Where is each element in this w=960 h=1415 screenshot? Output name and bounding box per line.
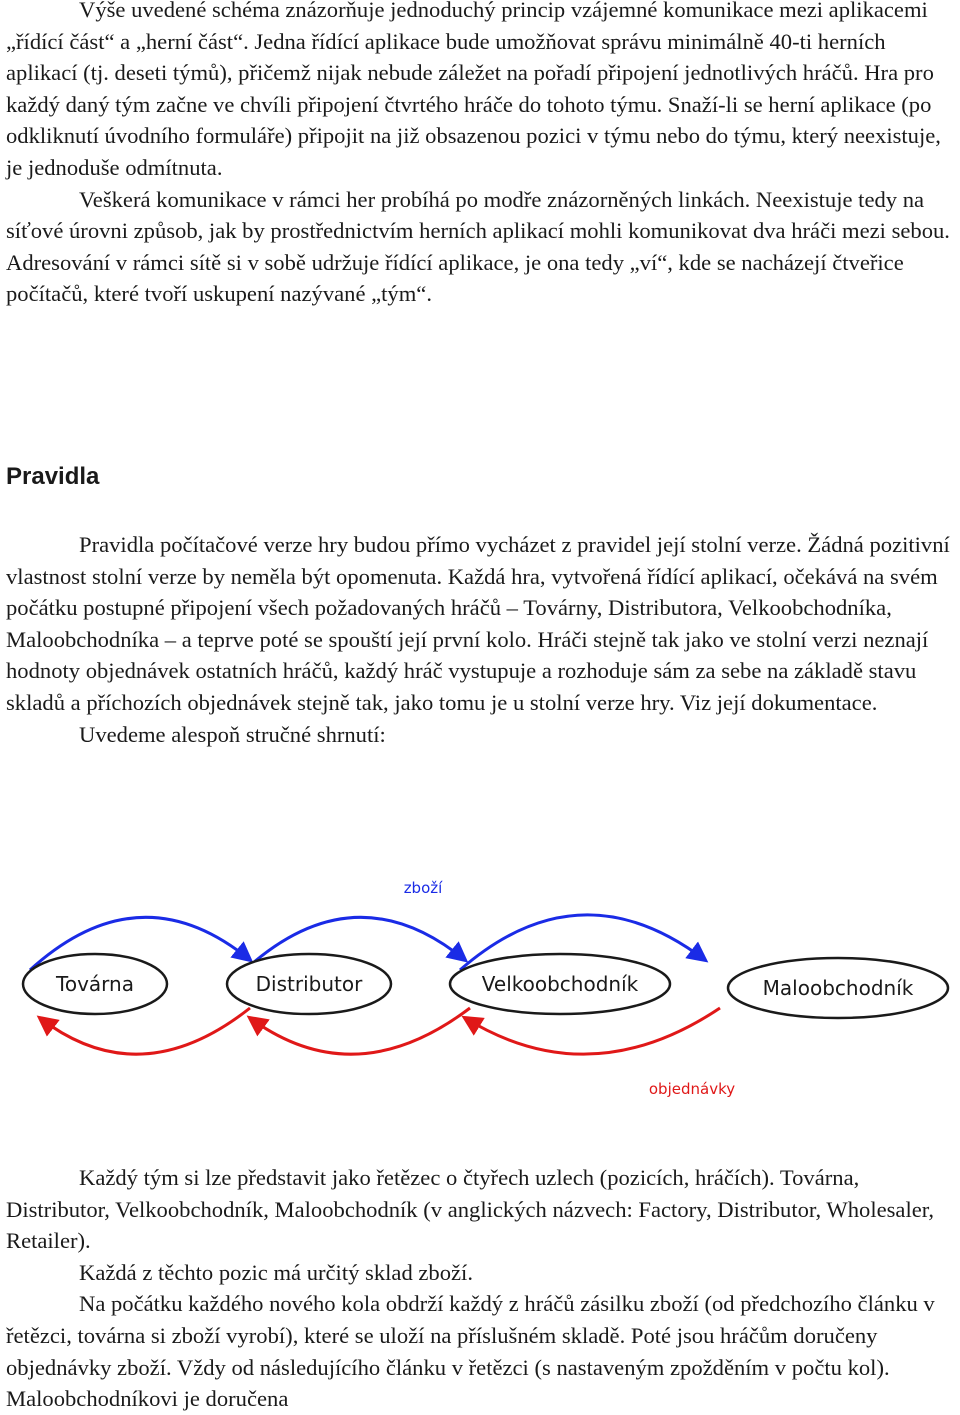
rules-paragraph-1: Pravidla počítačové verze hry budou přímo vycházet z pravidel její stolní verze. Žádná pozitivní vlastnost stolní verze by neměla být opomenuta. Každá hra, vytvořená řídící aplikací, očekává na svém počátku postupné připojení všech požadovaných hráčů – Továrny, Distributora, Velkoobchodníka, Maloobchodníka – a teprve poté se spouští její první kolo. Hráči stejně tak jako ve stolní verzi neznají hodnoty objednávek ostatních hráčů, každý hráč vystupuje a rozhoduje sám za sebe na základě stavu skladů a příchozích objednávek stejně tak, jako tomu je u stolní verze hry. Viz její dokumentace. [6, 532, 950, 715]
goods-label: zboží [403, 879, 443, 897]
node-distributor [227, 954, 391, 1014]
outro-paragraph-2: Každá z těchto pozic má určitý sklad zboží. [79, 1259, 473, 1285]
node-label-distributor: Distributor [255, 972, 363, 996]
orders-arc-2 [250, 1008, 470, 1054]
rules-paragraph-2: Uvedeme alespoň stručné shrnutí: [79, 721, 386, 747]
node-label-tovarna: Továrna [56, 972, 134, 996]
section-heading: Pravidla [6, 463, 100, 490]
rules-text [6, 529, 956, 750]
node-tovarna [23, 954, 167, 1014]
node-label-velkoobchodnik: Velkoobchodník [481, 972, 639, 996]
supply-chain-diagram [0, 860, 960, 1120]
orders-arc-3 [465, 1008, 720, 1054]
outro-paragraph-3: Na počátku každého nového kola obdrží každý z hráčů zásilku zboží (od předchozího článku v řetězci, továrna si zboží vyrobí), které se uloží na příslušném skladě. Poté jsou hráčům doručeny objednávky zboží. Vždy od následujícího článku v řetězci (s nastaveným zpožděním v počtu kol). Maloobchodníkovi je doručena [6, 1291, 935, 1412]
intro-paragraph-1: Výše uvedené schéma znázorňuje jednoduchý princip vzájemné komunikace mezi aplikacemi „řídící část“ a „herní část“. Jedna řídící aplikace bude umožňovat správu minimálně 40-ti herních aplikací (tj. deseti týmů), přičemž nijak nebude záležet na pořadí připojení jednotlivých hráčů. Hra pro každý daný tým začne ve chvíli připojení čtvrtého hráče do tohoto týmu. Snaží-li se herní aplikace (po odkliknutí úvodního formuláře) připojit na již obsazenou pozici v týmu nebo do týmu, který neexistuje, je jednoduše odmítnuta. [6, 0, 941, 180]
outro-paragraph-1: Každý tým si lze představit jako řetězec o čtyřech uzlech (pozicích, hráčích). Továrna, Distributor, Velkoobchodník, Maloobchodník (v anglických názvech: Factory, Distributor, Wholesaler, Retailer). [6, 1165, 935, 1254]
node-velkoobchodnik [450, 954, 670, 1014]
outro-text [6, 1162, 956, 1415]
intro-paragraph-2: Veškerá komunikace v rámci her probíhá po modře znázorněných linkách. Neexistuje tedy na síťové úrovni způsob, jak by prostřednictvím herních aplikací mohli komunikovat dva hráči mezi sebou. Adresování v rámci sítě si v sobě udržuje řídící aplikace, je ona tedy „ví“, kde se nacházejí čtveřice počítačů, které tvoří uskupení nazývané „tým“. [6, 186, 950, 307]
orders-label: objednávky [648, 1080, 736, 1098]
node-maloobchodnik [728, 958, 948, 1018]
intro-text [6, 0, 956, 310]
orders-arc-1 [40, 1008, 250, 1054]
node-label-maloobchodnik: Maloobchodník [762, 976, 914, 1000]
